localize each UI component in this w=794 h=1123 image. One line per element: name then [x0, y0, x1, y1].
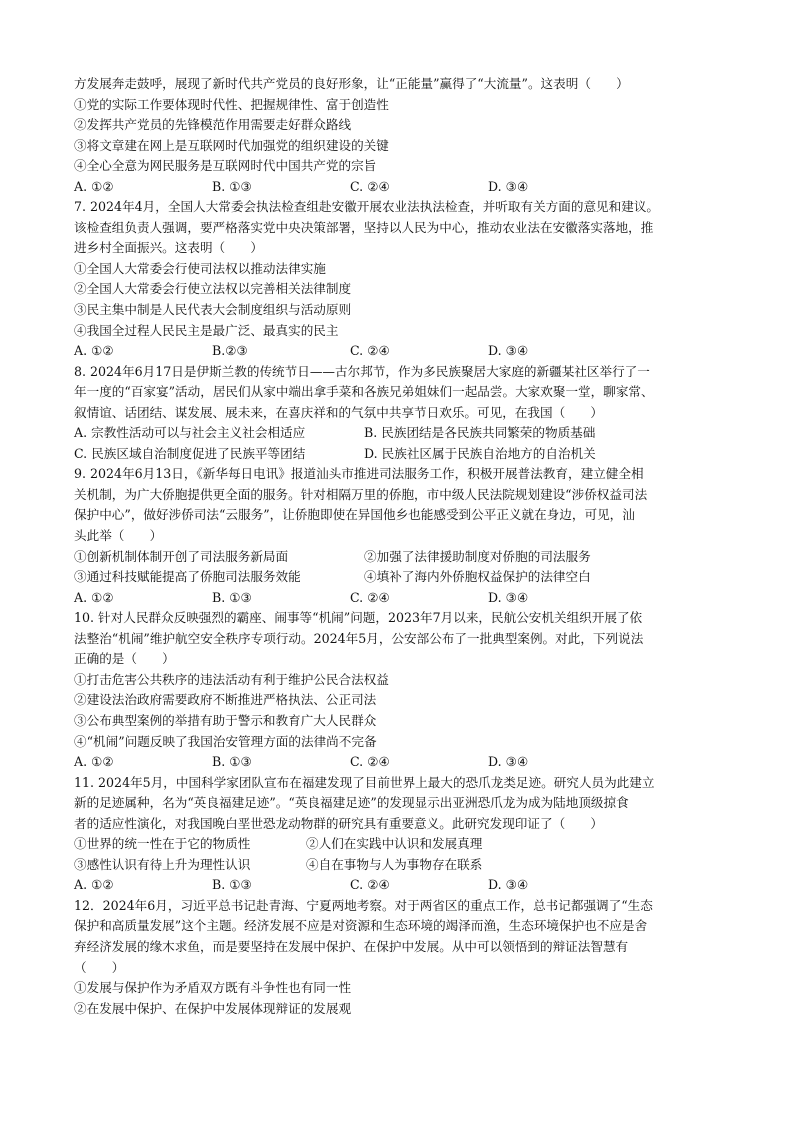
statement-4: ④自在事物与人为事物存在联系: [306, 856, 483, 872]
option-a: A. ①②: [74, 343, 114, 359]
question-10: [74, 608, 734, 772]
question-stem-line: 方发展奔走鼓呼，展现了新时代共产党员的良好形象，让“正能量”赢得了“大流量”。这表明（ ）: [74, 76, 629, 91]
statement-2: ②全国人大常委会行使立法权以完善相关法律制度: [74, 281, 352, 297]
statements-row-2: [74, 567, 734, 588]
answer-options: [74, 588, 734, 609]
question-stem-line: 该检查组负责人强调，要严格落实党中央决策部署，坚持以人民为中心，推动农业法在安徽落实落地，推: [74, 219, 654, 235]
option-a: A. ①②: [74, 178, 114, 194]
statements-row-1: [74, 834, 734, 855]
statement-4: ④我国全过程人民民主是最广泛、最真实的民主: [74, 322, 339, 338]
statement-2: ②人们在实践中认识和发展真理: [306, 836, 483, 852]
exam-page: [74, 74, 734, 1019]
answer-options: [74, 752, 734, 773]
option-c: C. ②④: [350, 877, 390, 893]
option-a: A. 宗教性活动可以与社会主义社会相适应: [74, 425, 306, 441]
question-stem-line: 正确的是（ ）: [74, 651, 175, 667]
statement-4: ④全心全意为网民服务是互联网时代中国共产党的宗旨: [74, 158, 377, 174]
option-b: B. ①③: [212, 754, 252, 770]
question-stem-line: 10. 针对人民群众反映强烈的霸座、闹事等“机闹”问题，2023年7月以来，民航公安机关组织开展了依: [74, 610, 643, 626]
question-stem-line: 7. 2024年4月，全国人大常委会执法检查组赴安徽开展农业法执法检查，并听取有关方面的意见和建议。: [74, 199, 660, 215]
option-b: B. ①③: [212, 589, 252, 605]
statement-2: ②加强了法律援助制度对侨胞的司法服务: [364, 548, 591, 564]
option-b: B. ①③: [212, 178, 252, 194]
statement-3: ③将文章建在网上是互联网时代加强党的组织建设的关键: [74, 137, 389, 153]
question-stem-line: 者的适应性演化，对我国晚白垩世恐龙动物群的研究具有重要意义。此研究发现印证了（ ）: [74, 815, 603, 831]
statement-3: ③公布典型案例的举措有助于警示和教育广大人民群众: [74, 712, 377, 728]
question-11: [74, 773, 734, 896]
question-stem-line: （ ）: [74, 959, 125, 975]
answer-options-row-1: [74, 423, 734, 444]
option-d: D. ③④: [488, 877, 529, 893]
statement-1: ①全国人大常委会行使司法权以推动法律实施: [74, 260, 326, 276]
question-7: [74, 197, 734, 361]
option-a: A. ①②: [74, 754, 114, 770]
question-8: [74, 362, 734, 465]
option-c: C. 民族区域自治制度促进了民族平等团结: [74, 445, 306, 461]
answer-options-row-2: [74, 444, 734, 465]
question-stem-line: 年一度的“百家宴”活动，居民们从家中端出拿手菜和各族兄弟姐妹们一起品尝。大家欢聚一堂，聊家常、: [74, 384, 654, 400]
option-d: D. ③④: [488, 589, 529, 605]
question-stem-line: 保护和高质量发展”这个主题。经济发展不应是对资源和生态环境的竭泽而渔，生态环境保护也不应是舍: [74, 918, 648, 934]
answer-options: [74, 875, 734, 896]
question-6-tail: [74, 74, 734, 197]
statement-3: ③通过科技赋能提高了侨胞司法服务效能: [74, 569, 301, 585]
statement-1: ①世界的统一性在于它的物质性: [74, 836, 251, 852]
statement-2: ②发挥共产党员的先锋模范作用需要走好群众路线: [74, 117, 352, 133]
question-stem-line: 叙情谊、话团结、谋发展、展未来，在喜庆祥和的气氛中共享节日欢乐。可见，在我国（ ）: [74, 404, 603, 420]
option-b: B. 民族团结是各民族共同繁荣的物质基础: [364, 425, 596, 441]
option-a: A. ①②: [74, 589, 114, 605]
question-stem-line: 12．2024年6月，习近平总书记赴青海、宁夏两地考察。对于两省区的重点工作，总书记都强调了“生态: [74, 897, 653, 913]
question-9: [74, 464, 734, 608]
option-c: C. ②④: [350, 178, 390, 194]
option-b: B.②③: [212, 343, 248, 359]
statement-1: ①发展与保护作为矛盾双方既有斗争性也有同一性: [74, 980, 352, 996]
statements-row-2: [74, 855, 734, 876]
option-b: B. ①③: [212, 877, 252, 893]
statement-2: ②在发展中保护、在保护中发展体现辩证的发展观: [74, 1000, 352, 1016]
statement-4: ④填补了海内外侨胞权益保护的法律空白: [364, 569, 591, 585]
statement-3: ③民主集中制是人民代表大会制度组织与活动原则: [74, 302, 352, 318]
question-stem-line: 8. 2024年6月17日是伊斯兰教的传统节日——古尔邦节，作为多民族聚居大家庭的新疆某社区举行了一: [74, 363, 650, 379]
statement-1: ①党的实际工作要体现时代性、把握规律性、富于创造性: [74, 96, 389, 112]
option-d: D. 民族社区属于民族自治地方的自治机关: [364, 445, 596, 461]
statement-2: ②建设法治政府需要政府不断推进严格执法、公正司法: [74, 692, 377, 708]
question-stem-line: 关机制，为广大侨胞提供更全面的服务。针对相隔万里的侨胞，市中级人民法院规划建设“涉侨权益司法: [74, 486, 648, 502]
statement-3: ③感性认识有待上升为理性认识: [74, 856, 251, 872]
question-stem-line: 头此举（ ）: [74, 528, 163, 544]
option-d: D. ③④: [488, 343, 529, 359]
statement-4: ④“机闹”问题反映了我国治安管理方面的法律尚不完备: [74, 733, 377, 749]
answer-options: [74, 177, 734, 198]
question-stem-line: 保护中心”，做好涉侨司法“云服务”，让侨胞即使在异国他乡也能感受到公平正义就在身边，可见，汕: [74, 507, 635, 523]
question-stem-line: 法整治“机闹”维护航空安全秩序专项行动。2024年5月，公安部公布了一批典型案例。对此，下列说法: [74, 630, 644, 646]
statement-1: ①创新机制体制开创了司法服务新局面: [74, 548, 289, 564]
option-d: D. ③④: [488, 178, 529, 194]
option-c: C. ②④: [350, 589, 390, 605]
option-a: A. ①②: [74, 877, 114, 893]
answer-options: [74, 341, 734, 362]
question-stem-line: 新的足迹属种，名为“英良福建足迹”。“英良福建足迹”的发现显示出亚洲恐爪龙为成为陆地顶级掠食: [74, 795, 629, 811]
option-c: C. ②④: [350, 754, 390, 770]
statement-1: ①打击危害公共秩序的违法活动有利于维护公民合法权益: [74, 671, 389, 687]
option-d: D. ③④: [488, 754, 529, 770]
question-12: [74, 896, 734, 1019]
question-stem-line: 11. 2024年5月，中国科学家团队宣布在福建发现了目前世界上最大的恐爪龙类足迹。研究人员为此建立: [74, 774, 655, 790]
option-c: C. ②④: [350, 343, 390, 359]
statements-row-1: [74, 547, 734, 568]
question-stem-line: 弃经济发展的缘木求鱼，而是要坚持在发展中保护、在保护中发展。从中可以领悟到的辩证法智慧有: [74, 938, 629, 954]
question-stem-line: 进乡村全面振兴。这表明（ ）: [74, 240, 263, 256]
question-stem-line: 9. 2024年6月13日，《新华每日电讯》报道汕头市推进司法服务工作，积极开展普法教育，建立健全相: [74, 466, 644, 482]
